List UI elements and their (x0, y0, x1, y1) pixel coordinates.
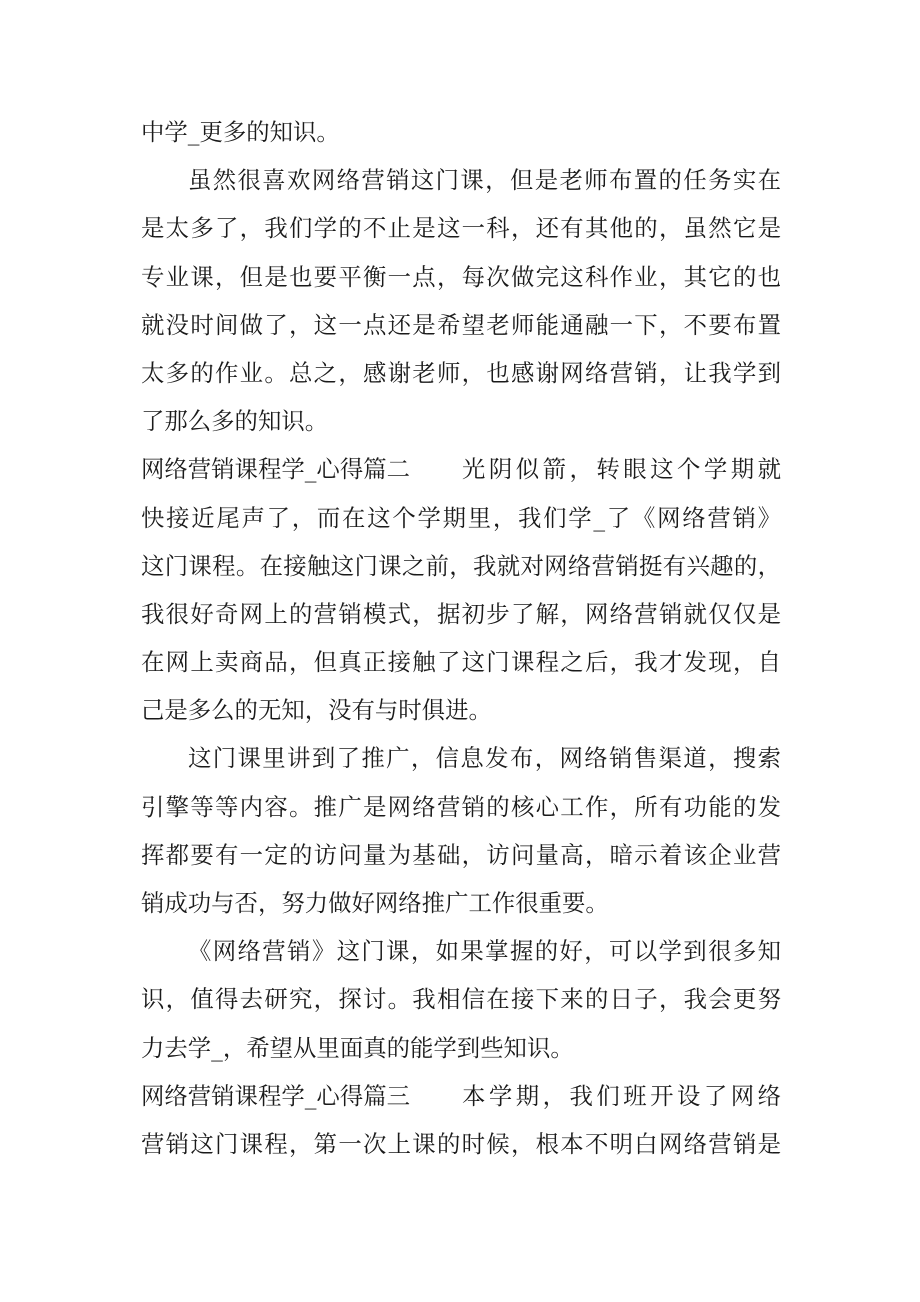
section-heading-line (141, 1072, 781, 1120)
text-line: 引擎等等内容。推广是网络营销的核心工作，所有功能的发 (141, 792, 781, 821)
text-line: 这门课里讲到了推广，信息发布，网络销售渠道，搜索 (188, 744, 781, 773)
text-line: 力去学_，希望从里面真的能学到些知识。 (141, 1033, 574, 1062)
text-line: 本学期，我们班开设了网络 (462, 1081, 781, 1110)
text-line: 是太多了，我们学的不止是这一科，还有其他的，虽然它是 (141, 214, 781, 243)
text-line: 我很好奇网上的营销模式，据初步了解，网络营销就仅仅是 (141, 599, 781, 628)
text-line: 《网络营销》这门课，如果掌握的好，可以学到很多知 (188, 937, 781, 966)
text-line: 在网上卖商品，但真正接触了这门课程之后，我才发现，自 (141, 648, 781, 677)
section-title: 网络营销课程学_心得篇三 (141, 1081, 410, 1110)
text-line: 中学_更多的知识。 (141, 118, 340, 146)
text-line: 快接近尾声了，而在这个学期里，我们学_了《网络营销》 (141, 503, 781, 532)
text-line: 光阴似箭，转眼这个学期就 (462, 455, 781, 484)
text-line: 这门课程。在接触这门课之前，我就对网络营销挺有兴趣的， (141, 551, 781, 580)
section-title: 网络营销课程学_心得篇二 (141, 455, 410, 484)
text-line: 专业课，但是也要平衡一点，每次做完这科作业，其它的也 (141, 262, 781, 291)
text-line: 挥都要有一定的访问量为基础，访问量高，暗示着该企业营 (141, 840, 781, 869)
document-body (141, 108, 781, 1168)
text-line: 了那么多的知识。 (141, 407, 329, 436)
text-line: 太多的作业。总之，感谢老师，也感谢网络营销，让我学到 (141, 358, 781, 387)
text-line: 虽然很喜欢网络营销这门课，但是老师布置的任务实在 (188, 166, 781, 195)
text-line: 销成功与否，努力做好网络推广工作很重要。 (141, 889, 609, 917)
section-heading-line (141, 445, 781, 493)
text-line: 识，值得去研究，探讨。我相信在接下来的日子，我会更努 (141, 985, 781, 1014)
text-line: 就没时间做了，这一点还是希望老师能通融一下，不要布置 (141, 310, 781, 339)
text-line: 己是多么的无知，没有与时俱进。 (141, 696, 492, 725)
text-line: 营销这门课程，第一次上课的时候，根本不明白网络营销是 (141, 1129, 781, 1158)
